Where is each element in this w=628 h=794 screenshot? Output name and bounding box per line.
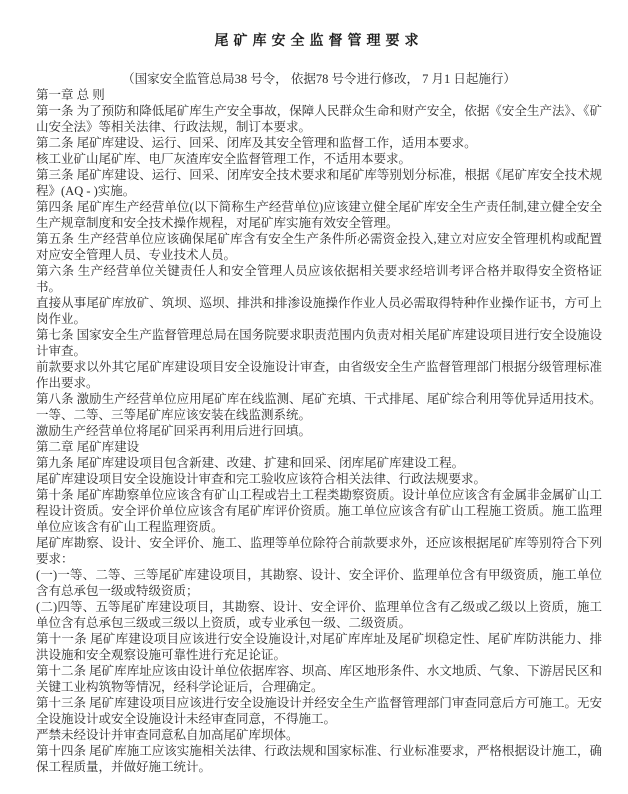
paragraph: 第八条 激励生产经营单位应用尾矿库在线监测、尾矿充填、干式排尾、尾矿综合利用等优异适用技术。 (36, 392, 602, 406)
paragraph: 第四条 尾矿库生产经营单位(以下简称生产经营单位)应该建立健全尾矿库安全生产责任制,建立健全安全生产规章制度和安全技术操作规程，对尾矿库实施有效安全管理。 (36, 200, 602, 230)
paragraph: 尾矿库建设项目安全设施设计审查和完工验收应该符合相关法律、行政法规要求。 (36, 472, 487, 486)
paragraph: 第十条 尾矿库勘察单位应该含有矿山工程或岩土工程类勘察资质。设计单位应该含有金属非金属矿山工程设计资质。安全评价单位应该含有尾矿库评价资质。施工单位应该含有矿山工程施工资质。施工监理单位应该含有矿山工程监理资质。 (36, 488, 602, 534)
paragraph: 第十一条 尾矿库建设项目应该进行安全设施设计,对尾矿库库址及尾矿坝稳定性、尾矿库防洪能力、排洪设施和安全观察设施可靠性进行充足论证。 (36, 632, 602, 662)
paragraph: 第七条 国家安全生产监督管理总局在国务院要求职责范围内负责对相关尾矿库建设项目进行安全设施设计审查。 (36, 328, 602, 358)
paragraph: 第一章 总 则 (36, 88, 105, 102)
paragraph: 一等、二等、三等尾矿库应该安装在线监测系统。 (36, 408, 312, 422)
paragraph: 前款要求以外其它尾矿库建设项目安全设施设计审查，由省级安全生产监督管理部门根据分级管理标准作出要求。 (36, 360, 602, 390)
paragraph: 第一条 为了预防和降低尾矿库生产安全事故，保障人民群众生命和财产安全，依据《安全生产法》、《矿山安全法》等相关法律、行政法规，制订本要求。 (36, 104, 602, 134)
paragraph: (二)四等、五等尾矿库建设项目，其勘察、设计、安全评价、监理单位含有乙级或乙级以上资质，施工单位含有总承包三级或三级以上资质，或专业承包一级、二级资质。 (36, 600, 602, 630)
paragraph: 激励生产经营单位将尾矿回采再利用后进行回填。 (36, 424, 312, 438)
page-title: 尾矿库安全监督管理要求 (214, 34, 424, 49)
paragraph: 第三条 尾矿库建设、运行、回采、闭库安全技术要求和尾矿库等别划分标准，根据《尾矿库安全技术规程》(AQ - )实施。 (36, 168, 602, 198)
paragraph: 第九条 尾矿库建设项目包含新建、改建、扩建和回采、闭库尾矿库建设工程。 (36, 456, 465, 470)
paragraph: 尾矿库勘察、设计、安全评价、施工、监理等单位除符合前款要求外，还应该根据尾矿库等别符合下列要求： (36, 536, 602, 566)
paragraph: 第十三条 尾矿库建设项目应该进行安全设施设计并经安全生产监督管理部门审查同意后方可施工。无安全设施设计或安全设施设计未经审查同意，不得施工。 (36, 696, 602, 726)
document-body (36, 87, 602, 775)
paragraph: 直接从事尾矿库放矿、筑坝、巡坝、排洪和排渗设施操作作业人员必需取得特种作业操作证书，方可上岗作业。 (36, 296, 602, 326)
paragraph: (一)一等、二等、三等尾矿库建设项目，其勘察、设计、安全评价、监理单位含有甲级资质，施工单位含有总承包一级或特级资质； (36, 568, 602, 598)
paragraph: 第五条 生产经营单位应该确保尾矿库含有安全生产条件所必需资金投入,建立对应安全管理机构或配置对应安全管理人员、专业技术人员。 (36, 232, 602, 262)
paragraph: 第十二条 尾矿库库址应该由设计单位依据库容、坝高、库区地形条件、水文地质、气象、下游居民区和关键工业构筑物等情况，经科学论证后，合理确定。 (36, 664, 602, 694)
paragraph: 第六条 生产经营单位关键责任人和安全管理人员应该依据相关要求经培训考评合格并取得安全资格证书。 (36, 264, 602, 294)
paragraph: 第十四条 尾矿库施工应该实施相关法律、行政法规和国家标准、行业标准要求，严格根据设计施工，确保工程质量，并做好施工统计。 (36, 744, 602, 774)
document-subtitle: （国家安全监管总局38 号令， 依据78 号令进行修改， 7 月1 日起施行） (122, 72, 516, 86)
paragraph: 第二章 尾矿库建设 (36, 440, 140, 454)
paragraph: 第二条 尾矿库建设、运行、回采、闭库及其安全管理和监督工作，适用本要求。 (36, 136, 477, 150)
paragraph: 严禁未经设计并审查同意私自加高尾矿库坝体。 (36, 728, 299, 742)
paragraph: 核工业矿山尾矿库、电厂灰渣库安全监督管理工作，不适用本要求。 (36, 152, 412, 166)
